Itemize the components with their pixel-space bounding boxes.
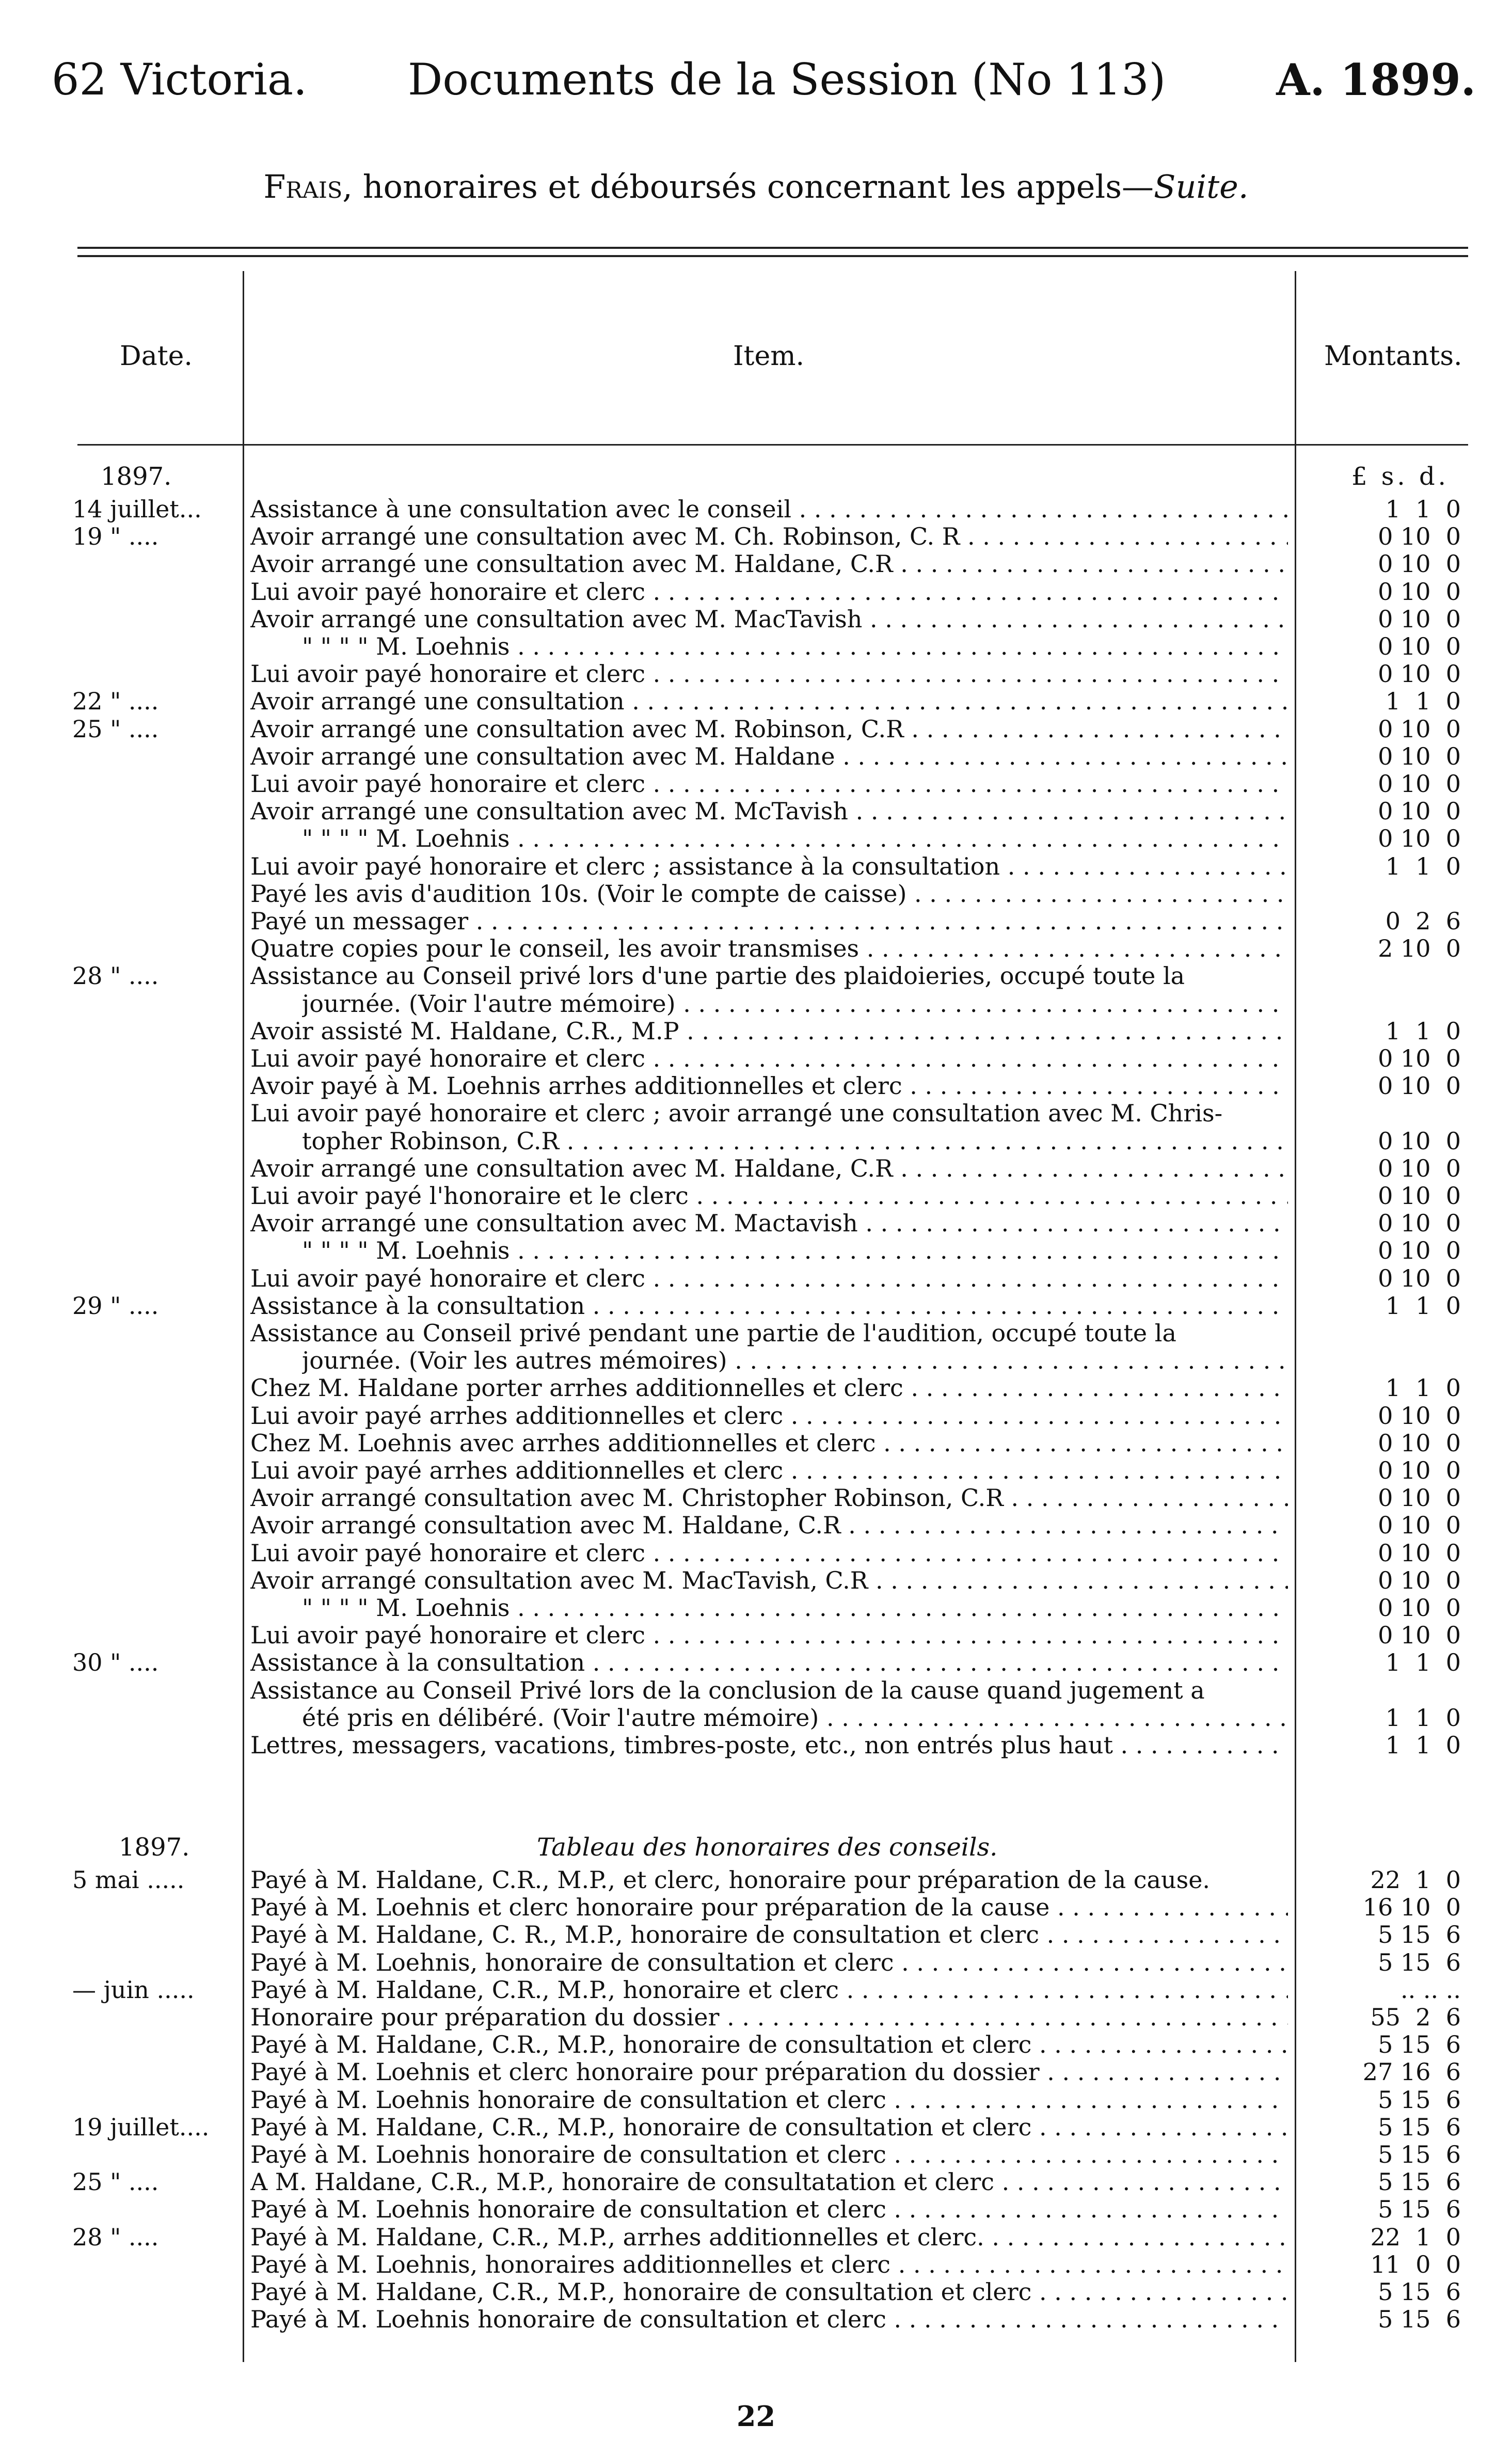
ledger-row: [0, 1374, 1512, 1402]
row-item: Payé à M. Loehnis honoraire de consultation et clerc . . .: [250, 2196, 1288, 2223]
row-amount: 0 10 0: [1378, 1209, 1461, 1238]
row-item: Avoir arrangé une consultation avec M. MacTavish . . .: [250, 606, 1288, 633]
row-item: Payé à M. Loehnis et clerc honoraire pour préparation du dossier . . .: [250, 2058, 1288, 2086]
row-item: Lui avoir payé honoraire et clerc . . .: [250, 660, 1288, 688]
row-item: Assistance au Conseil privé lors d'une partie des plaidoieries, occupé toute la: [250, 962, 1185, 990]
row-date: 25 " ....: [72, 715, 159, 743]
ledger-row: [0, 1210, 1512, 1237]
row-item: Lui avoir payé arrhes additionnelles et clerc . . .: [250, 1402, 1288, 1430]
row-item: Payé un messager . . .: [250, 908, 1288, 935]
row-item: Payé à M. Haldane, C.R., M.P., honoraire de consultation et clerc . . .: [250, 2031, 1288, 2058]
row-amount: 0 2 6: [1385, 907, 1461, 935]
ledger-row: [0, 1347, 1512, 1374]
ledger-row: [0, 908, 1512, 935]
ledger-row: [0, 1457, 1512, 1484]
row-amount: 0 10 0: [1378, 1429, 1461, 1457]
page-number: 22: [736, 2400, 776, 2433]
column-header-date: Date.: [120, 341, 193, 372]
row-amount: 5 15 6: [1378, 1948, 1461, 1976]
row-amount: 0 10 0: [1378, 577, 1461, 606]
row-item: Avoir arrangé une consultation avec M. Haldane, C.R . . .: [250, 1155, 1288, 1182]
tableau-title: Tableau des honoraires des conseils.: [537, 1833, 998, 1862]
row-item: Payé à M. Loehnis, honoraire de consultation et clerc . . .: [250, 1949, 1288, 1976]
row-amount: 5 15 6: [1378, 2031, 1461, 2059]
row-item: Avoir arrangé une consultation . . .: [250, 688, 1288, 715]
year-label: 1897.: [101, 462, 172, 491]
ledger-row: [0, 880, 1512, 908]
row-item: Avoir assisté M. Haldane, C.R., M.P . . .: [250, 1018, 1288, 1045]
row-amount: 5 15 6: [1378, 2141, 1461, 2168]
row-item: Quatre copies pour le conseil, les avoir transmises . . .: [250, 935, 1288, 962]
row-date: 29 " ....: [72, 1292, 159, 1320]
ledger-row: [0, 2004, 1512, 2031]
row-item: Lui avoir payé l'honoraire et le clerc . . .: [250, 1182, 1288, 1210]
row-amount: 22 1 0: [1370, 1866, 1461, 1894]
header-title: Documents de la Session (No 113): [408, 54, 1166, 105]
ledger-row: [0, 1921, 1512, 1948]
row-item: Payé à M. Haldane, C. R., M.P., honoraire de consultation et clerc . . .: [250, 1921, 1288, 1948]
row-item: Avoir payé à M. Loehnis arrhes additionnelles et clerc . . .: [250, 1072, 1288, 1100]
row-date: 19 " ....: [72, 523, 159, 551]
table-title-text: honoraires et déboursés concernant les appels—: [353, 168, 1154, 205]
ledger-row: [0, 633, 1512, 660]
ledger-row: [0, 496, 1512, 523]
column-header-item: Item.: [733, 341, 805, 372]
row-item: Avoir arrangé une consultation avec M. McTavish . . .: [250, 798, 1288, 825]
ledger-row: [0, 1894, 1512, 1921]
row-amount: 0 10 0: [1378, 632, 1461, 660]
row-item: A M. Haldane, C.R., M.P., honoraire de consultatation et clerc . . .: [250, 2168, 1288, 2196]
row-amount: 0 10 0: [1378, 1154, 1461, 1182]
currency-header: £ s. d.: [1351, 462, 1449, 491]
ledger-row: [0, 1265, 1512, 1292]
row-item: " " " " M. Loehnis . . .: [302, 825, 1288, 852]
row-item: Assistance à la consultation . . .: [250, 1292, 1288, 1320]
ledger-row: [0, 1949, 1512, 1976]
ledger-row: [0, 2086, 1512, 2114]
row-date: 5 mai .....: [72, 1866, 185, 1894]
row-item: " " " " M. Loehnis . . .: [302, 633, 1288, 660]
ledger-row: [0, 743, 1512, 770]
row-item: Lui avoir payé honoraire et clerc . . .: [250, 1622, 1288, 1649]
row-amount: 1 1 0: [1385, 1731, 1461, 1759]
row-amount: .. .. ..: [1400, 1975, 1461, 2004]
ledger-row: [0, 1866, 1512, 1894]
ledger-row: [0, 2306, 1512, 2333]
row-item: " " " " M. Loehnis . . .: [302, 1594, 1288, 1622]
row-item: Avoir arrangé une consultation avec M. Haldane, C.R . . .: [250, 550, 1288, 578]
row-amount: 0 10 0: [1378, 1127, 1461, 1155]
ledger-row: [0, 2278, 1512, 2306]
row-item: Lui avoir payé arrhes additionnelles et clerc . . .: [250, 1457, 1288, 1484]
row-amount: 5 15 6: [1378, 2168, 1461, 2196]
row-amount: 0 10 0: [1378, 1264, 1461, 1292]
ledger-row: [0, 606, 1512, 633]
ledger-row: [0, 1182, 1512, 1210]
row-amount: 5 15 6: [1378, 2278, 1461, 2306]
row-amount: 0 10 0: [1378, 1072, 1461, 1100]
ledger-row: [0, 1567, 1512, 1594]
ledger-row: [0, 2141, 1512, 2168]
ledger-row: [0, 1128, 1512, 1155]
top-rule-2: [77, 255, 1468, 257]
row-item: Lettres, messagers, vacations, timbres-poste, etc., non entrés plus haut . . .: [250, 1732, 1288, 1759]
row-date: 25 " ....: [72, 2168, 159, 2196]
ledger-row: [0, 1704, 1512, 1732]
table-title: [0, 168, 1512, 205]
row-amount: 0 10 0: [1378, 1511, 1461, 1540]
row-item: Lui avoir payé honoraire et clerc . . .: [250, 1540, 1288, 1567]
row-amount: 0 10 0: [1378, 522, 1461, 551]
ledger-row: [0, 1677, 1512, 1704]
row-date: — juin .....: [72, 1976, 195, 2004]
ledger-row: [0, 1402, 1512, 1430]
row-date: 14 juillet...: [72, 496, 202, 523]
row-item: Lui avoir payé honoraire et clerc . . .: [250, 1265, 1288, 1292]
header-rule: [77, 444, 1468, 446]
row-date: 22 " ....: [72, 688, 159, 716]
row-amount: 1 1 0: [1385, 852, 1461, 880]
row-item: Lui avoir payé honoraire et clerc ; assistance à la consultation . . .: [250, 853, 1288, 880]
ledger-row: [0, 1045, 1512, 1072]
row-amount: 11 0 0: [1370, 2250, 1461, 2278]
row-amount: 16 10 0: [1362, 1893, 1461, 1922]
ledger-row: [0, 962, 1512, 990]
row-item: Payé à M. Haldane, C.R., M.P., honoraire de consultation et clerc . . .: [250, 2278, 1288, 2306]
ledger-row: [0, 2168, 1512, 2196]
year-label-tableau: 1897.: [119, 1833, 190, 1862]
row-item: journée. (Voir l'autre mémoire) . . .: [302, 990, 1288, 1018]
row-item: journée. (Voir les autres mémoires) . . .: [302, 1347, 1288, 1374]
row-amount: 0 10 0: [1378, 660, 1461, 688]
row-amount: 0 10 0: [1378, 1594, 1461, 1622]
row-item: Payé les avis d'audition 10s. (Voir le compte de caisse) . . .: [250, 880, 1288, 908]
row-item: Payé à M. Haldane, C.R., M.P., et clerc, honoraire pour préparation de la cause.: [250, 1866, 1211, 1894]
ledger-row: [0, 1976, 1512, 2004]
row-item: Lui avoir payé honoraire et clerc . . .: [250, 1045, 1288, 1072]
row-item: Payé à M. Loehnis honoraire de consultation et clerc . . .: [250, 2086, 1288, 2114]
column-header-amount: Montants.: [1324, 341, 1462, 372]
row-item: Assistance à une consultation avec le conseil . . .: [250, 496, 1288, 523]
row-amount: 55 2 6: [1370, 2003, 1461, 2031]
header-volume: 62 Victoria.: [52, 54, 307, 105]
row-item: Honoraire pour préparation du dossier . . .: [250, 2004, 1288, 2031]
row-amount: 0 10 0: [1378, 797, 1461, 826]
row-amount: 0 10 0: [1378, 1566, 1461, 1594]
row-item: Avoir arrangé une consultation avec M. Haldane . . .: [250, 743, 1288, 770]
ledger-row: [0, 770, 1512, 798]
ledger-row: [0, 1072, 1512, 1100]
row-item: Avoir arrangé une consultation avec M. Ch. Robinson, C. R . . .: [250, 523, 1288, 550]
row-amount: 1 1 0: [1385, 495, 1461, 523]
ledger-row: [0, 716, 1512, 743]
row-item: Avoir arrangé une consultation avec M. Robinson, C.R . . .: [250, 716, 1288, 743]
ledger-row: [0, 1292, 1512, 1320]
row-amount: 0 10 0: [1378, 770, 1461, 798]
row-amount: 5 15 6: [1378, 2085, 1461, 2114]
row-amount: 0 10 0: [1378, 715, 1461, 743]
row-item: Lui avoir payé honoraire et clerc . . .: [250, 578, 1288, 606]
row-item: Lui avoir payé honoraire et clerc . . .: [250, 770, 1288, 798]
row-date: 30 " ....: [72, 1649, 159, 1677]
ledger-row: [0, 1100, 1512, 1127]
ledger-row: [0, 578, 1512, 606]
ledger-row: [0, 1237, 1512, 1264]
row-amount: 1 1 0: [1385, 1649, 1461, 1677]
ledger-row: [0, 1540, 1512, 1567]
row-item: Lui avoir payé honoraire et clerc ; avoir arrangé une consultation avec M. Chris-: [250, 1100, 1223, 1128]
ledger-row: [0, 2114, 1512, 2141]
row-item: Payé à M. Haldane, C.R., M.P., honoraire et clerc . . .: [250, 1976, 1288, 2004]
row-amount: 5 15 6: [1378, 2195, 1461, 2224]
row-date: 28 " ....: [72, 962, 159, 990]
ledger-row: [0, 1622, 1512, 1649]
row-item: Payé à M. Loehnis honoraire de consultation et clerc . . .: [250, 2141, 1288, 2168]
ledger-row: [0, 2224, 1512, 2251]
ledger-row: [0, 2196, 1512, 2223]
row-amount: 0 10 0: [1378, 742, 1461, 770]
row-amount: 5 15 6: [1378, 1921, 1461, 1949]
row-amount: 0 10 0: [1378, 550, 1461, 578]
ledger-row: [0, 798, 1512, 825]
row-item: Assistance au Conseil privé pendant une partie de l'audition, occupé toute la: [250, 1320, 1176, 1347]
ledger-row: [0, 1732, 1512, 1759]
row-amount: 1 1 0: [1385, 1291, 1461, 1320]
row-amount: 5 15 6: [1378, 2113, 1461, 2141]
row-amount: 1 1 0: [1385, 1017, 1461, 1045]
row-amount: 0 10 0: [1378, 1539, 1461, 1567]
row-item: topher Robinson, C.R . . .: [302, 1128, 1288, 1155]
row-date: 28 " ....: [72, 2223, 159, 2251]
row-amount: 1 1 0: [1385, 1374, 1461, 1402]
row-item: Avoir arrangé consultation avec M. Haldane, C.R . . .: [250, 1512, 1288, 1539]
ledger-row: [0, 1649, 1512, 1676]
row-amount: 0 10 0: [1378, 1456, 1461, 1484]
row-item: Payé à M. Loehnis, honoraires additionnelles et clerc . . .: [250, 2251, 1288, 2278]
row-amount: 0 10 0: [1378, 1044, 1461, 1072]
row-amount: 0 10 0: [1378, 1621, 1461, 1650]
row-item: Payé à M. Haldane, C.R., M.P., honoraire de consultation et clerc . . .: [250, 2114, 1288, 2141]
row-item: Payé à M. Loehnis honoraire de consultation et clerc . . .: [250, 2306, 1288, 2333]
row-item: Payé à M. Loehnis et clerc honoraire pour préparation de la cause . . .: [250, 1894, 1288, 1921]
row-item: Chez M. Loehnis avec arrhes additionnelles et clerc . . .: [250, 1430, 1288, 1457]
row-item: Avoir arrangé une consultation avec M. Mactavish . . .: [250, 1210, 1288, 1237]
ledger-row: [0, 2031, 1512, 2058]
ledger-row: [0, 825, 1512, 852]
row-item: Chez M. Haldane porter arrhes additionnelles et clerc . . .: [250, 1374, 1288, 1402]
row-amount: 2 10 0: [1378, 934, 1461, 963]
row-amount: 0 10 0: [1378, 1401, 1461, 1430]
ledger-row: [0, 688, 1512, 715]
ledger-row: [0, 1594, 1512, 1622]
ledger-row: [0, 660, 1512, 688]
ledger-row: [0, 2251, 1512, 2278]
row-amount: 0 10 0: [1378, 605, 1461, 633]
table-title-caps: Frais,: [263, 168, 353, 205]
ledger-row: [0, 523, 1512, 550]
ledger-row: [0, 853, 1512, 880]
ledger-row: [0, 1018, 1512, 1045]
row-item: Assistance à la consultation . . .: [250, 1649, 1288, 1676]
row-amount: 0 10 0: [1378, 825, 1461, 853]
ledger-row: [0, 2058, 1512, 2086]
row-amount: 27 16 6: [1362, 2058, 1461, 2086]
row-amount: 0 10 0: [1378, 1182, 1461, 1210]
row-amount: 1 1 0: [1385, 687, 1461, 716]
ledger-row: [0, 1320, 1512, 1347]
row-item: Payé à M. Haldane, C.R., M.P., arrhes additionnelles et clerc. . . .: [250, 2224, 1288, 2251]
row-item: " " " " M. Loehnis . . .: [302, 1237, 1288, 1264]
ledger-row: [0, 990, 1512, 1018]
ledger-row: [0, 1484, 1512, 1512]
row-amount: 1 1 0: [1385, 1703, 1461, 1732]
ledger-row: [0, 1512, 1512, 1539]
row-amount: 22 1 0: [1370, 2223, 1461, 2251]
ledger-row: [0, 550, 1512, 578]
row-amount: 5 15 6: [1378, 2305, 1461, 2334]
row-date: 19 juillet....: [72, 2113, 210, 2141]
row-item: été pris en délibéré. (Voir l'autre mémoire) . . .: [302, 1704, 1288, 1732]
row-amount: 0 10 0: [1378, 1484, 1461, 1512]
row-item: Avoir arrangé consultation avec M. MacTavish, C.R . . .: [250, 1567, 1288, 1594]
ledger-row: [0, 1155, 1512, 1182]
top-rule-1: [77, 247, 1468, 249]
row-amount: 0 10 0: [1378, 1237, 1461, 1265]
ledger-row: [0, 935, 1512, 962]
table-title-suite: Suite.: [1154, 168, 1249, 205]
header-year: A. 1899.: [1276, 54, 1476, 105]
row-item: Avoir arrangé consultation avec M. Christopher Robinson, C.R . . .: [250, 1484, 1288, 1512]
row-item: Assistance au Conseil Privé lors de la conclusion de la cause quand jugement a: [250, 1676, 1205, 1704]
ledger-row: [0, 1430, 1512, 1457]
